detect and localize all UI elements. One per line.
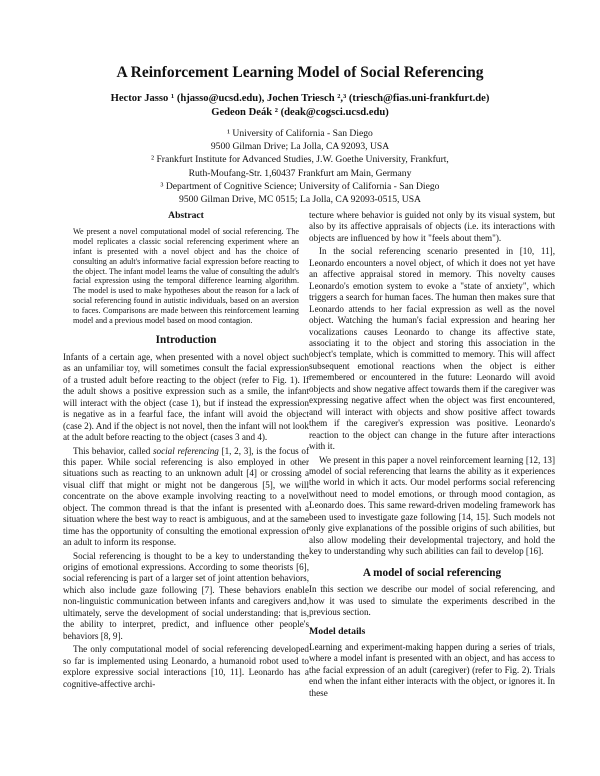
affiliation-line: ² Frankfurt Institute for Advanced Studies, J.W. Goethe University, Frankfurt, [151,154,449,166]
affiliation-line: 9500 Gilman Drive; La Jolla, CA 92093, USA [210,141,390,153]
paper-title: A Reinforcement Learning Model of Social Referencing [116,64,484,81]
affiliation-line: ¹ University of California - San Diego [227,128,373,139]
paragraph: The only computational model of social referencing developed so far is implemented using Leonardo, a humanoid robot used to explore expressive social interactions [10, 11]. Leonardo has a cognitive-affective archi- [63,644,309,689]
abstract-text: We present a novel computational model of social referencing. The model replicates a classic social referencing experiment where an infant is presented with a novel object and has the choice of consulting an adult's informative facial expression before reacting to the object. The infant model learns the value of consulting the adult's facial expression using the temporal difference learning algorithm. The model is used to make hypotheses about the reason for a lack of social referencing found in autistic individuals, based on an aversion to faces. Comparisons are made between this reinforcement learning model and a previous model based on mood contagion. [73,227,299,325]
section-heading-model: A model of social referencing [362,566,502,579]
paragraph [63,446,309,549]
left-column [63,210,309,690]
affiliation-line: Ruth-Moufang-Str. 1,60437 Frankfurt am Main, Germany [188,167,412,179]
text-run: [1, 2, 3], is the focus of this paper. While social referencing is also employed in other situations such as reacting to an unknown adult [4] or crossing a visual cliff that might or might not be dangerous [5], we will concentrate on the above example involving reacting to a novel object. The common thread is that the infant is presented with a situation where the best way to react is ambiguous, and at the same time has the opportunity of consulting the emotional expression of an adult to inform its response. [63,445,309,548]
subsection-heading-model-details: Model details [309,626,366,638]
abstract-heading: Abstract [168,210,204,221]
author-line-2: Gedeon Deák ² (deak@cogsci.ucsd.edu) [211,107,389,118]
author-line-1: Hector Jasso ¹ (hjasso@ucsd.edu), Jochen Triesch ²,³ (triesch@fias.uni-frankfurt.de) [110,93,490,104]
paragraph: Infants of a certain age, when presented with a novel object such as an unfamiliar toy, will sometimes consult the facial expression of a trusted adult before reacting to the object (refer to Fig. 1). If the adult shows a positive expression such as a smile, the infant will interact with the object (case 1), but if instead the expression is negative as in a fearful face, the infant will avoid the object (case 2). And if the object is not novel, then the infant will not look at the adult before reacting to the object (cases 3 and 4). [63,351,309,443]
paragraph: In the social referencing scenario presented in [10, 11], Leonardo encounters a novel object, of which it does not yet have an affective appraisal stored in memory. This novelty causes Leonardo's emotion system to evoke a "state of anxiety", which triggers a search for human faces. The human then makes sure that Leonardo attends to her facial expression as well as the novel object. Watching the human's facial expression and hearing her vocalizations causes Leonardo to change its affective state, associating it to the object and storing this association in the object's template, which is committed to memory. This will affect subsequent emotional reactions when the object is either remembered or encountered in the future: Leonardo will avoid objects and show negative affect towards them if the caregiver was expressing negative affect when the object was first encountered, and will interact with objects and show positive affect towards them if the caregiver's expression was positive. Leonardo's reaction to the object can change in the future after interactions with it. [309,246,555,452]
text-run: This behavior, called [73,445,153,456]
right-column [309,210,555,699]
author-block [40,92,560,120]
affiliation-line: 9500 Gilman Drive, MC 0515; La Jolla, CA 92093-0515, USA [179,194,421,206]
emphasized-term: social referencing [152,445,219,456]
paragraph: Learning and experiment-making happen during a series of trials, where a model infant is presented with an object, and has access to the facial expression of an adult (caregiver) (refer to Fig. 2). Trials end when the infant either interacts with the object, or ignores it. In these [309,641,555,698]
paragraph: In this section we describe our model of social referencing, and how it was used to simulate the experiments described in the previous section. [309,584,555,617]
paragraph: We present in this paper a novel reinforcement learning [12, 13] model of social referencing that learns the ability as it experiences the world in which it acts. Our model performs social referencing without need to model emotions, or through mood contagion, as Leonardo does. This same reward-driven modeling framework has been used to investigate gaze following [14, 15]. Such models not only give explanations of the possible origins of such abilities, but also allow modeling their developmental trajectory, and hold the key to understanding why such abilities can fail to develop [16]. [309,454,555,557]
section-heading-introduction: Introduction [155,334,217,347]
affiliation-block [40,127,560,206]
paragraph: Social referencing is thought to be a key to understanding the origins of emotional expressions. According to some theorists [6], social referencing is part of a larger set of joint attention behaviors, which also include gaze following [7]. These behaviors enable non-linguistic communication between infants and caregivers and, ultimately, serve the development of social understanding: that is, the ability to interpret, predict, and influence other people's behaviors [8, 9]. [63,550,309,641]
paragraph: tecture where behavior is guided not only by its visual system, but also by its affective appraisals of objects (i.e. its interactions with objects are influenced by how it "feels about them"). [309,210,555,243]
affiliation-line: ³ Department of Cognitive Science; University of California - San Diego [160,180,440,192]
